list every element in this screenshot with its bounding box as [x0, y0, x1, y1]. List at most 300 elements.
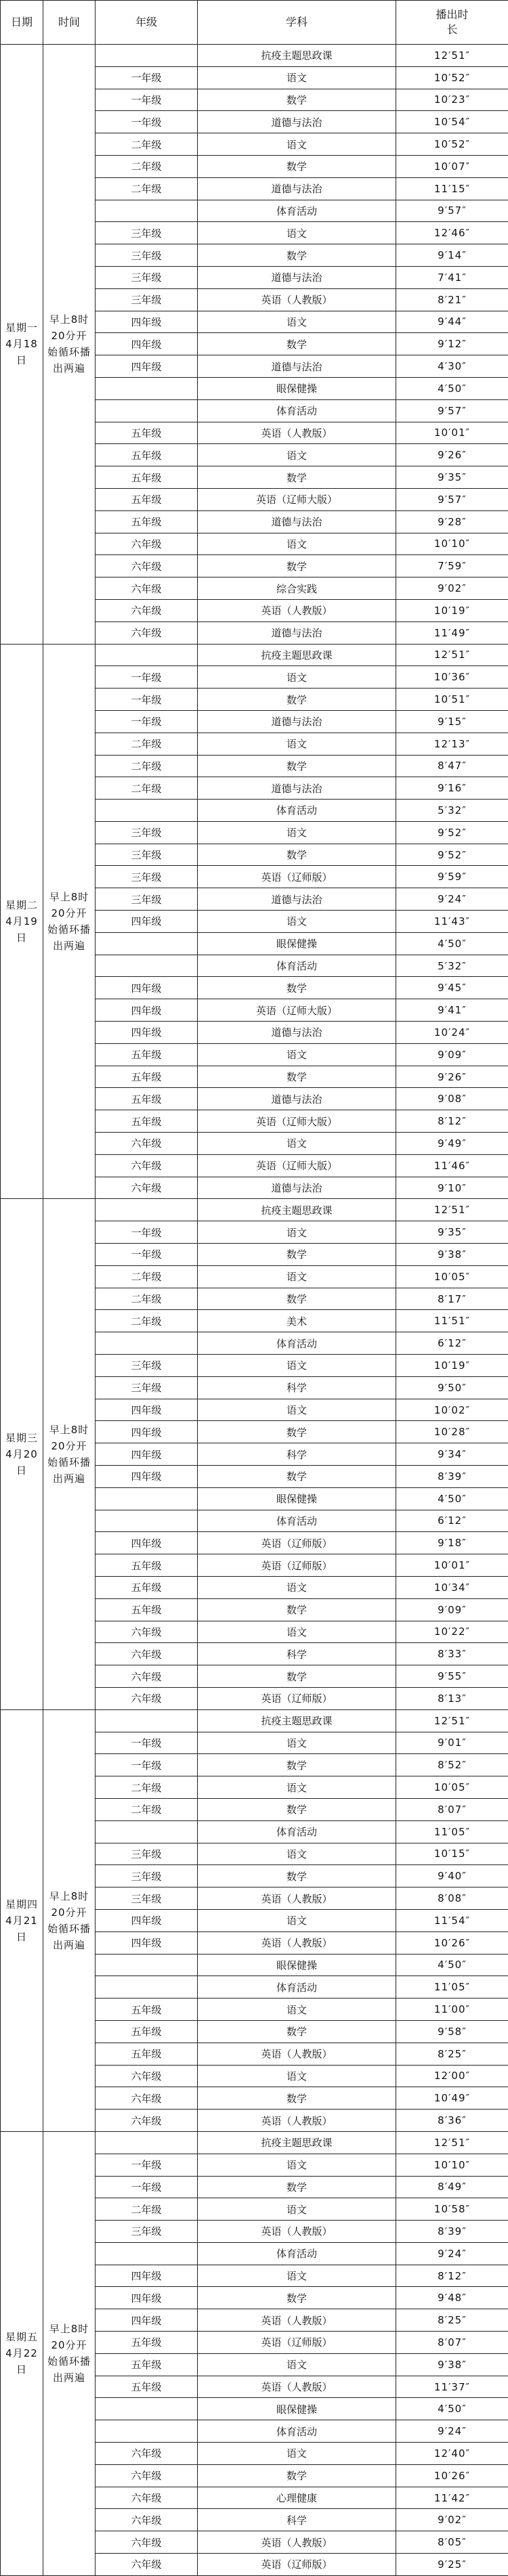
- duration-cell: 8′13″: [396, 1687, 508, 1709]
- time-cell: [43, 1199, 96, 1709]
- subject-cell: 数学: [198, 2176, 396, 2198]
- grade-cell: 四年级: [96, 355, 198, 378]
- subject-cell: 数学: [198, 755, 396, 777]
- duration-cell: 9′26″: [396, 1066, 508, 1088]
- grade-cell: 二年级: [96, 177, 198, 200]
- duration-cell: 8′05″: [396, 2531, 508, 2554]
- duration-cell: 9′18″: [396, 1532, 508, 1554]
- duration-cell: 12′40″: [396, 2443, 508, 2465]
- subject-cell: 语文: [198, 66, 396, 89]
- subject-cell: 数学: [198, 689, 396, 711]
- subject-cell: 数学: [198, 1066, 396, 1088]
- subject-cell: 语文: [198, 1576, 396, 1598]
- subject-cell: 体育活动: [198, 800, 396, 822]
- day-label: 星期三 4月20日: [5, 1430, 39, 1479]
- grade-cell: 二年级: [96, 2198, 198, 2221]
- time-cell: [43, 45, 96, 645]
- grade-cell: 二年级: [96, 1288, 198, 1310]
- grade-cell: 五年级: [96, 466, 198, 489]
- duration-cell: 9′24″: [396, 2242, 508, 2265]
- subject-cell: 体育活动: [198, 2242, 396, 2265]
- grade-cell: 六年级: [96, 1687, 198, 1709]
- duration-cell: 8′25″: [396, 2309, 508, 2332]
- subject-cell: 数学: [198, 333, 396, 355]
- subject-cell: 道德与法治: [198, 1177, 396, 1199]
- subject-cell: 英语（人教版）: [198, 288, 396, 311]
- duration-cell: 9′50″: [396, 1376, 508, 1399]
- duration-cell: 10′01″: [396, 422, 508, 444]
- duration-cell: 11′49″: [396, 621, 508, 644]
- subject-cell: 英语（人教版）: [198, 1931, 396, 1954]
- grade-cell: 六年级: [96, 2509, 198, 2531]
- duration-cell: 10′07″: [396, 155, 508, 177]
- duration-cell: 10′52″: [396, 66, 508, 89]
- day-cell: [1, 45, 43, 645]
- duration-cell: 12′51″: [396, 2131, 508, 2154]
- grade-cell: 五年级: [96, 1598, 198, 1621]
- grade-cell: 三年级: [96, 1376, 198, 1399]
- subject-cell: 抗疫主题思政课: [198, 1709, 396, 1732]
- subject-cell: 数学: [198, 844, 396, 866]
- grade-cell: 一年级: [96, 689, 198, 711]
- subject-cell: 数学: [198, 1421, 396, 1443]
- grade-cell: 四年级: [96, 1931, 198, 1954]
- grade-cell: [96, 1332, 198, 1355]
- subject-cell: 语文: [198, 1776, 396, 1799]
- grade-cell: 一年级: [96, 66, 198, 89]
- subject-cell: 英语（辽师版）: [198, 866, 396, 888]
- subject-cell: 英语（辽师版）: [198, 2332, 396, 2354]
- subject-cell: 道德与法治: [198, 1088, 396, 1110]
- duration-cell: 10′23″: [396, 89, 508, 111]
- duration-cell: 9′15″: [396, 710, 508, 733]
- subject-cell: 道德与法治: [198, 266, 396, 288]
- subject-cell: 道德与法治: [198, 177, 396, 200]
- grade-cell: 六年级: [96, 2443, 198, 2465]
- subject-cell: 道德与法治: [198, 710, 396, 733]
- grade-cell: [96, 1510, 198, 1532]
- duration-cell: 10′02″: [396, 1399, 508, 1421]
- grade-cell: 六年级: [96, 1154, 198, 1177]
- duration-cell: 10′52″: [396, 133, 508, 156]
- grade-cell: 六年级: [96, 2464, 198, 2487]
- table-row: [1, 1199, 508, 1221]
- grade-cell: 六年级: [96, 1643, 198, 1665]
- grade-cell: 二年级: [96, 1265, 198, 1288]
- subject-cell: 数学: [198, 1665, 396, 1688]
- duration-cell: 9′28″: [396, 510, 508, 533]
- grade-cell: [96, 1954, 198, 1976]
- subject-cell: 数学: [198, 466, 396, 489]
- grade-cell: 三年级: [96, 244, 198, 267]
- subject-cell: 语文: [198, 1732, 396, 1754]
- subject-cell: 数学: [198, 1288, 396, 1310]
- grade-cell: 五年级: [96, 1043, 198, 1066]
- grade-cell: 一年级: [96, 2154, 198, 2176]
- grade-cell: 四年级: [96, 911, 198, 933]
- day-cell: [1, 2131, 43, 2575]
- grade-cell: 五年级: [96, 444, 198, 466]
- subject-cell: 体育活动: [198, 1510, 396, 1532]
- day-label: 星期四 4月21日: [5, 1896, 39, 1945]
- subject-cell: 道德与法治: [198, 1022, 396, 1044]
- subject-cell: 英语（辽师大版）: [198, 488, 396, 510]
- duration-cell: 11′54″: [396, 1909, 508, 1931]
- duration-cell: 8′12″: [396, 1110, 508, 1133]
- duration-cell: 9′52″: [396, 821, 508, 844]
- day-label: 星期二 4月19日: [5, 897, 39, 946]
- subject-cell: 抗疫主题思政课: [198, 45, 396, 67]
- subject-cell: 眼保健操: [198, 1954, 396, 1976]
- subject-cell: 道德与法治: [198, 888, 396, 911]
- header-day: 日期: [1, 1, 43, 45]
- grade-cell: [96, 932, 198, 955]
- grade-cell: 五年级: [96, 1110, 198, 1133]
- subject-cell: 体育活动: [198, 955, 396, 977]
- grade-cell: 三年级: [96, 866, 198, 888]
- grade-cell: [96, 644, 198, 666]
- grade-cell: 五年级: [96, 1576, 198, 1598]
- subject-cell: 语文: [198, 1221, 396, 1244]
- duration-cell: 10′19″: [396, 599, 508, 621]
- time-cell: [43, 1709, 96, 2131]
- subject-cell: 抗疫主题思政课: [198, 644, 396, 666]
- grade-cell: 三年级: [96, 1865, 198, 1887]
- subject-cell: 英语（辽师版）: [198, 1687, 396, 1709]
- grade-cell: 五年级: [96, 488, 198, 510]
- duration-cell: 10′10″: [396, 2154, 508, 2176]
- duration-cell: 10′01″: [396, 1554, 508, 1577]
- grade-cell: 六年级: [96, 577, 198, 600]
- grade-cell: 六年级: [96, 555, 198, 577]
- header-time: 时间: [43, 1, 96, 45]
- duration-cell: 11′46″: [396, 1154, 508, 1177]
- duration-cell: 9′45″: [396, 977, 508, 999]
- duration-cell: 8′07″: [396, 2332, 508, 2354]
- subject-cell: 科学: [198, 1643, 396, 1665]
- duration-cell: 10′36″: [396, 666, 508, 689]
- grade-cell: 四年级: [96, 333, 198, 355]
- duration-cell: 4′50″: [396, 1954, 508, 1976]
- duration-cell: 6′12″: [396, 1332, 508, 1355]
- duration-cell: 9′26″: [396, 444, 508, 466]
- subject-cell: 英语（辽师大版）: [198, 999, 396, 1022]
- grade-cell: 一年级: [96, 1732, 198, 1754]
- subject-cell: 道德与法治: [198, 355, 396, 378]
- subject-cell: 英语（辽师版）: [198, 1554, 396, 1577]
- subject-cell: 数学: [198, 1466, 396, 1488]
- duration-cell: 9′25″: [396, 2554, 508, 2576]
- duration-cell: 5′32″: [396, 800, 508, 822]
- grade-cell: 五年级: [96, 1999, 198, 2021]
- time-label: 早上8时20分开始循环播出两遍: [47, 1422, 91, 1487]
- duration-cell: 11′37″: [396, 2376, 508, 2398]
- subject-cell: 体育活动: [198, 1332, 396, 1355]
- duration-cell: 9′57″: [396, 399, 508, 422]
- subject-cell: 数学: [198, 155, 396, 177]
- subject-cell: 英语（辽师版）: [198, 2554, 396, 2576]
- duration-cell: 12′13″: [396, 733, 508, 755]
- duration-cell: 9′14″: [396, 244, 508, 267]
- subject-cell: 道德与法治: [198, 111, 396, 133]
- duration-cell: 9′35″: [396, 466, 508, 489]
- grade-cell: 一年级: [96, 89, 198, 111]
- grade-cell: 六年级: [96, 1177, 198, 1199]
- subject-cell: 抗疫主题思政课: [198, 1199, 396, 1221]
- grade-cell: 三年级: [96, 1355, 198, 1377]
- duration-cell: 10′26″: [396, 1931, 508, 1954]
- time-cell: [43, 644, 96, 1199]
- table-row: [1, 644, 508, 666]
- duration-cell: 8′25″: [396, 2043, 508, 2065]
- duration-cell: 9′02″: [396, 577, 508, 600]
- duration-cell: 12′51″: [396, 1709, 508, 1732]
- subject-cell: 英语（人教版）: [198, 599, 396, 621]
- subject-cell: 数学: [198, 1798, 396, 1820]
- duration-cell: 7′59″: [396, 555, 508, 577]
- duration-cell: 4′50″: [396, 377, 508, 399]
- subject-cell: 英语（人教版）: [198, 2376, 396, 2398]
- duration-cell: 4′50″: [396, 1487, 508, 1510]
- grade-cell: 一年级: [96, 1754, 198, 1776]
- duration-cell: 10′34″: [396, 1576, 508, 1598]
- subject-cell: 语文: [198, 133, 396, 156]
- duration-cell: 8′07″: [396, 1798, 508, 1820]
- grade-cell: 六年级: [96, 2487, 198, 2509]
- duration-cell: 10′15″: [396, 1843, 508, 1865]
- duration-cell: 8′49″: [396, 2176, 508, 2198]
- table-row: [1, 2131, 508, 2154]
- grade-cell: 五年级: [96, 2376, 198, 2398]
- duration-cell: 10′51″: [396, 689, 508, 711]
- grade-cell: [96, 1199, 198, 1221]
- grade-cell: 六年级: [96, 599, 198, 621]
- subject-cell: 语文: [198, 1909, 396, 1931]
- grade-cell: [96, 2131, 198, 2154]
- duration-cell: 8′52″: [396, 1754, 508, 1776]
- duration-cell: 9′38″: [396, 2353, 508, 2376]
- duration-cell: 10′58″: [396, 2198, 508, 2221]
- duration-cell: 11′00″: [396, 1999, 508, 2021]
- grade-cell: 六年级: [96, 2065, 198, 2087]
- grade-cell: 六年级: [96, 2087, 198, 2110]
- subject-cell: 语文: [198, 1133, 396, 1155]
- grade-cell: 五年级: [96, 2332, 198, 2354]
- subject-cell: 数学: [198, 2287, 396, 2309]
- grade-cell: 四年级: [96, 2265, 198, 2287]
- grade-cell: [96, 800, 198, 822]
- subject-cell: 数学: [198, 1865, 396, 1887]
- duration-cell: 10′19″: [396, 1355, 508, 1377]
- table-body: [1, 45, 508, 2576]
- subject-cell: 数学: [198, 977, 396, 999]
- grade-cell: 四年级: [96, 311, 198, 333]
- duration-cell: 8′39″: [396, 2221, 508, 2243]
- day-cell: [1, 644, 43, 1199]
- grade-cell: 四年级: [96, 1532, 198, 1554]
- duration-cell: 10′22″: [396, 1621, 508, 1643]
- subject-cell: 语文: [198, 311, 396, 333]
- duration-cell: 4′50″: [396, 932, 508, 955]
- time-label: 早上8时20分开始循环播出两遍: [47, 889, 91, 954]
- duration-cell: 4′50″: [396, 2398, 508, 2420]
- grade-cell: 六年级: [96, 2554, 198, 2576]
- duration-cell: 4′30″: [396, 355, 508, 378]
- duration-cell: 8′08″: [396, 1887, 508, 1910]
- duration-cell: 9′55″: [396, 1665, 508, 1688]
- grade-cell: 一年级: [96, 2176, 198, 2198]
- grade-cell: 三年级: [96, 266, 198, 288]
- subject-cell: 眼保健操: [198, 377, 396, 399]
- duration-cell: 11′42″: [396, 2487, 508, 2509]
- subject-cell: 语文: [198, 2353, 396, 2376]
- duration-cell: 9′12″: [396, 333, 508, 355]
- subject-cell: 英语（人教版）: [198, 2309, 396, 2332]
- duration-cell: 9′24″: [396, 2420, 508, 2443]
- grade-cell: 四年级: [96, 1399, 198, 1421]
- time-label: 早上8时20分开始循环播出两遍: [47, 2321, 91, 2386]
- subject-cell: 语文: [198, 1043, 396, 1066]
- grade-cell: [96, 2398, 198, 2420]
- duration-cell: 8′12″: [396, 2265, 508, 2287]
- header-duration: 播出时长: [396, 1, 508, 45]
- grade-cell: 四年级: [96, 2287, 198, 2309]
- duration-cell: 9′59″: [396, 866, 508, 888]
- subject-cell: 眼保健操: [198, 932, 396, 955]
- day-cell: [1, 1199, 43, 1709]
- grade-cell: 六年级: [96, 2110, 198, 2132]
- subject-cell: 语文: [198, 2154, 396, 2176]
- table-row: [1, 1709, 508, 1732]
- header-grade: 年级: [96, 1, 198, 45]
- duration-cell: 9′02″: [396, 2509, 508, 2531]
- grade-cell: 二年级: [96, 155, 198, 177]
- duration-cell: 11′51″: [396, 1310, 508, 1332]
- grade-cell: 三年级: [96, 2221, 198, 2243]
- subject-cell: 数学: [198, 2087, 396, 2110]
- grade-cell: [96, 399, 198, 422]
- subject-cell: 数学: [198, 1754, 396, 1776]
- duration-cell: 8′39″: [396, 1466, 508, 1488]
- subject-cell: 语文: [198, 222, 396, 244]
- grade-cell: [96, 200, 198, 222]
- subject-cell: 英语（人教版）: [198, 2531, 396, 2554]
- duration-cell: 11′15″: [396, 177, 508, 200]
- subject-cell: 语文: [198, 2065, 396, 2087]
- grade-cell: [96, 2242, 198, 2265]
- subject-cell: 英语（辽师大版）: [198, 1110, 396, 1133]
- grade-cell: [96, 1709, 198, 1732]
- subject-cell: 体育活动: [198, 1820, 396, 1843]
- duration-cell: 5′32″: [396, 955, 508, 977]
- grade-cell: 六年级: [96, 1665, 198, 1688]
- grade-cell: 六年级: [96, 533, 198, 555]
- header-subject: 学科: [198, 1, 396, 45]
- duration-cell: 10′05″: [396, 1776, 508, 1799]
- grade-cell: 二年级: [96, 1310, 198, 1332]
- duration-cell: 9′24″: [396, 888, 508, 911]
- subject-cell: 英语（人教版）: [198, 1887, 396, 1910]
- duration-cell: 9′49″: [396, 1133, 508, 1155]
- subject-cell: 道德与法治: [198, 777, 396, 800]
- grade-cell: 三年级: [96, 844, 198, 866]
- grade-cell: 二年级: [96, 733, 198, 755]
- grade-cell: 六年级: [96, 1133, 198, 1155]
- day-label: 星期一 4月18日: [5, 320, 39, 368]
- duration-cell: 9′35″: [396, 1221, 508, 1244]
- grade-cell: [96, 1487, 198, 1510]
- grade-cell: 五年级: [96, 422, 198, 444]
- duration-cell: 12′46″: [396, 222, 508, 244]
- grade-cell: 四年级: [96, 1421, 198, 1443]
- subject-cell: 数学: [198, 2020, 396, 2043]
- grade-cell: 三年级: [96, 1887, 198, 1910]
- grade-cell: 六年级: [96, 1621, 198, 1643]
- grade-cell: 二年级: [96, 133, 198, 156]
- subject-cell: 语文: [198, 1399, 396, 1421]
- grade-cell: 四年级: [96, 1022, 198, 1044]
- subject-cell: 语文: [198, 1843, 396, 1865]
- subject-cell: 体育活动: [198, 2420, 396, 2443]
- grade-cell: 四年级: [96, 1466, 198, 1488]
- subject-cell: 英语（人教版）: [198, 2043, 396, 2065]
- duration-cell: 9′57″: [396, 488, 508, 510]
- grade-cell: 三年级: [96, 1843, 198, 1865]
- subject-cell: 数学: [198, 2464, 396, 2487]
- grade-cell: 二年级: [96, 755, 198, 777]
- grade-cell: 五年级: [96, 1066, 198, 1088]
- duration-cell: 9′09″: [396, 1598, 508, 1621]
- grade-cell: 二年级: [96, 1798, 198, 1820]
- duration-cell: 9′52″: [396, 844, 508, 866]
- grade-cell: 三年级: [96, 821, 198, 844]
- grade-cell: [96, 955, 198, 977]
- duration-cell: 12′51″: [396, 1199, 508, 1221]
- subject-cell: 语文: [198, 666, 396, 689]
- grade-cell: 一年级: [96, 666, 198, 689]
- subject-cell: 科学: [198, 1376, 396, 1399]
- subject-cell: 语文: [198, 2198, 396, 2221]
- duration-cell: 8′33″: [396, 1643, 508, 1665]
- grade-cell: 一年级: [96, 1221, 198, 1244]
- grade-cell: 一年级: [96, 111, 198, 133]
- subject-cell: 道德与法治: [198, 621, 396, 644]
- table-header: [1, 1, 508, 45]
- grade-cell: 四年级: [96, 2309, 198, 2332]
- subject-cell: 语文: [198, 1999, 396, 2021]
- grade-cell: [96, 1976, 198, 1999]
- grade-cell: 一年级: [96, 1244, 198, 1266]
- subject-cell: 语文: [198, 1265, 396, 1288]
- grade-cell: 三年级: [96, 222, 198, 244]
- subject-cell: 数学: [198, 1244, 396, 1266]
- duration-cell: 12′51″: [396, 644, 508, 666]
- subject-cell: 数学: [198, 1598, 396, 1621]
- subject-cell: 科学: [198, 2509, 396, 2531]
- subject-cell: 数学: [198, 89, 396, 111]
- grade-cell: 四年级: [96, 1909, 198, 1931]
- duration-cell: 6′12″: [396, 1510, 508, 1532]
- duration-cell: 10′24″: [396, 1022, 508, 1044]
- duration-cell: 11′43″: [396, 911, 508, 933]
- duration-cell: 9′01″: [396, 1732, 508, 1754]
- subject-cell: 英语（辽师大版）: [198, 1154, 396, 1177]
- duration-cell: 12′00″: [396, 2065, 508, 2087]
- grade-cell: 六年级: [96, 621, 198, 644]
- subject-cell: 美术: [198, 1310, 396, 1332]
- grade-cell: [96, 377, 198, 399]
- grade-cell: 三年级: [96, 888, 198, 911]
